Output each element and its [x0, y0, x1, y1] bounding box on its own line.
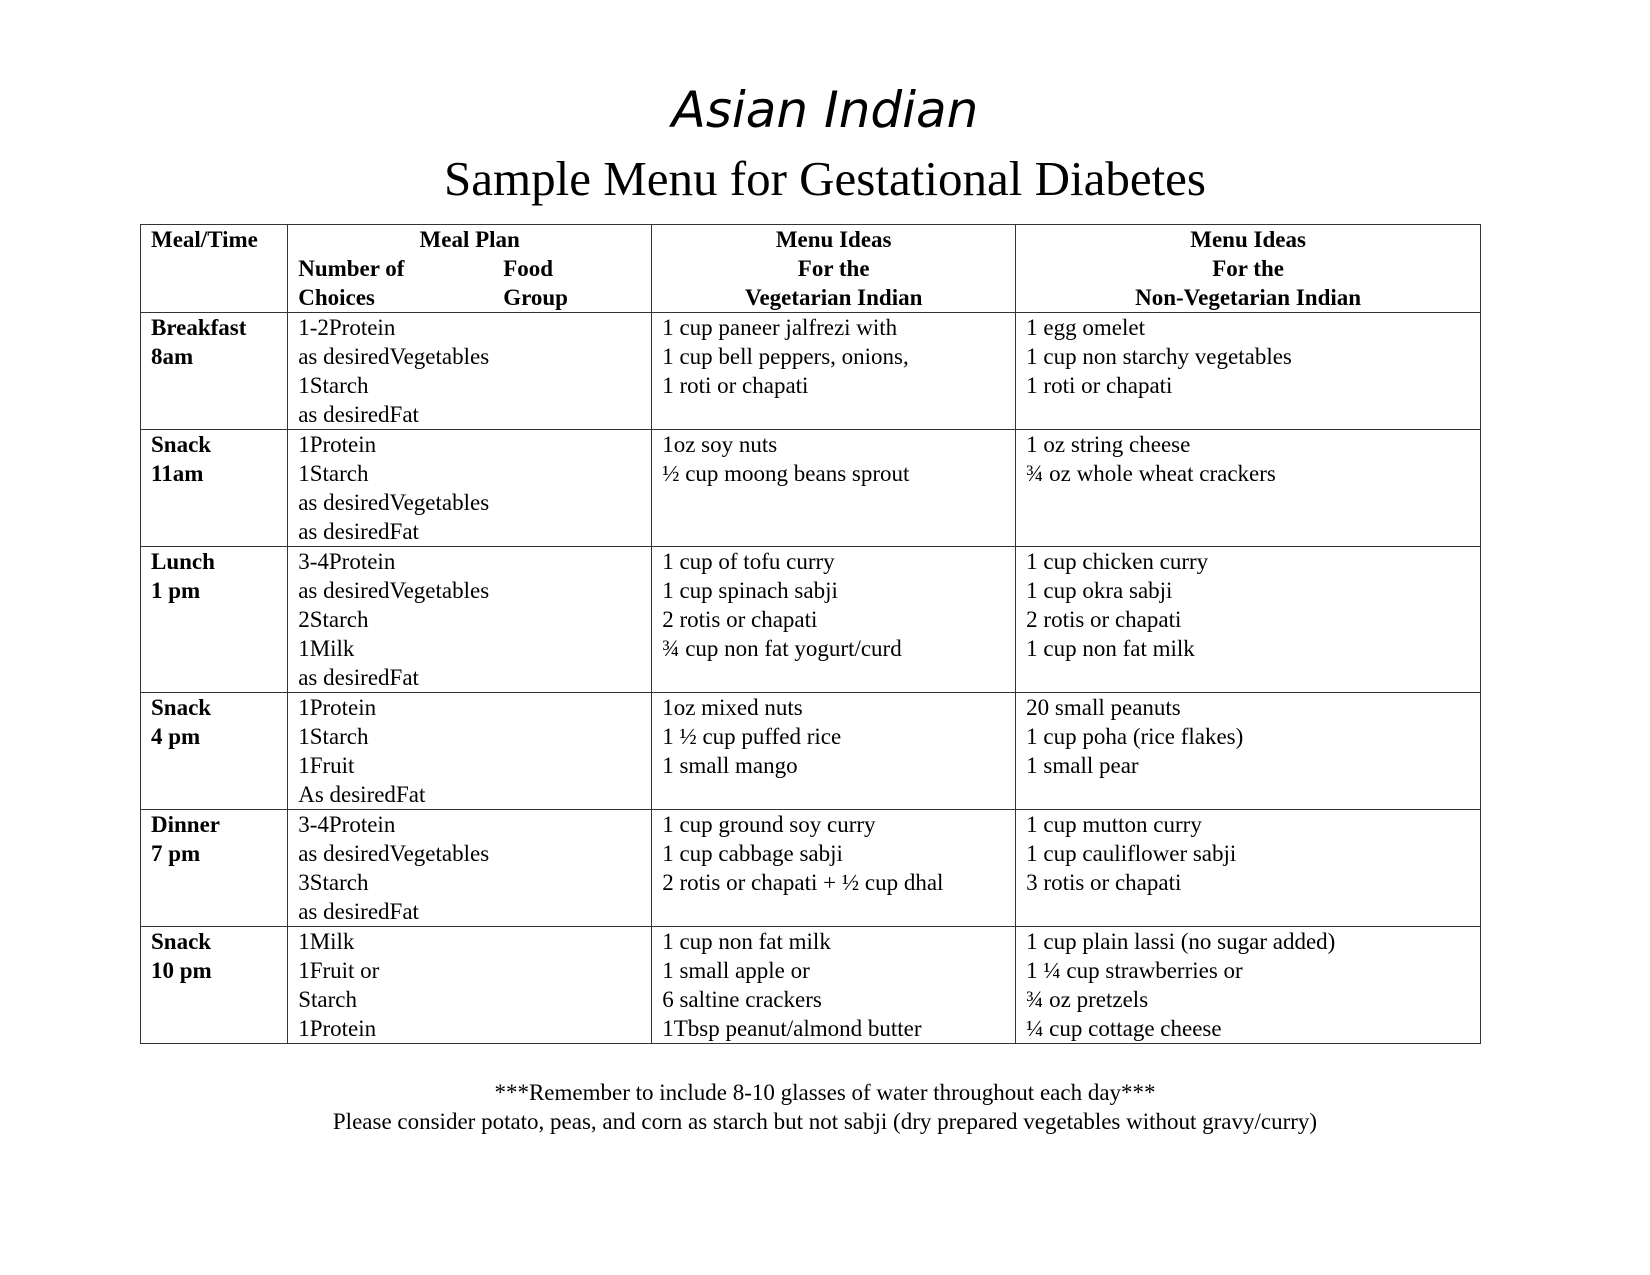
food-group: Protein [309, 1016, 377, 1041]
food-group: Protein [328, 812, 396, 837]
menu-idea: 1 cup ground soy curry [662, 812, 876, 837]
choice-count: 1 [298, 753, 310, 778]
menu-idea: 1 cup non starchy vegetables [1026, 344, 1292, 369]
menu-table [140, 224, 1481, 1044]
non-vegetarian-ideas-cell [1016, 430, 1481, 547]
menu-idea: 1 small pear [1026, 753, 1139, 778]
meal-plan-item [298, 459, 641, 488]
meal-time-cell [141, 430, 288, 547]
table-row [141, 693, 1481, 810]
meal-name: Dinner [151, 812, 220, 837]
choice-count: 1-2 [298, 315, 329, 340]
menu-idea: 1 cup mutton curry [1026, 812, 1202, 837]
choice-count: as desired [298, 665, 390, 690]
food-group: Fat [389, 519, 419, 544]
header-food: Food [503, 256, 554, 281]
meal-plan-item [298, 693, 641, 722]
meal-plan-item [298, 751, 641, 780]
menu-idea: 1oz mixed nuts [662, 695, 803, 720]
meal-plan-item [298, 1014, 641, 1043]
meal-plan-cell [288, 547, 652, 693]
meal-plan-item [298, 985, 641, 1014]
food-group: Fruit or [309, 958, 380, 983]
choice-count: as desired [298, 841, 390, 866]
vegetarian-ideas-cell [652, 810, 1016, 927]
menu-idea: 1 small apple or [662, 958, 810, 983]
choice-count: 1 [298, 1016, 310, 1041]
table-row [141, 313, 1481, 430]
meal-plan-cell [288, 430, 652, 547]
menu-idea: 1 ½ cup puffed rice [662, 724, 842, 749]
menu-idea: ¾ oz whole wheat crackers [1026, 461, 1276, 486]
menu-idea: 1 cup plain lassi (no sugar added) [1026, 929, 1336, 954]
meal-time: 8am [151, 344, 194, 369]
meal-plan-item [298, 634, 641, 663]
vegetarian-ideas-cell [652, 430, 1016, 547]
meal-name: Breakfast [151, 315, 247, 340]
meal-time-cell [141, 547, 288, 693]
meal-plan-cell [288, 810, 652, 927]
menu-idea: ¾ oz pretzels [1026, 987, 1149, 1012]
food-group: Fat [395, 782, 426, 807]
meal-time: 10 pm [151, 958, 212, 983]
meal-plan-item [298, 897, 641, 926]
food-group: Starch [309, 870, 369, 895]
food-group: Protein [328, 315, 396, 340]
meal-time: 7 pm [151, 841, 201, 866]
menu-idea: 1 cup paneer jalfrezi with [662, 315, 898, 340]
food-group: Starch [298, 987, 357, 1012]
meal-name: Snack [151, 929, 212, 954]
choice-count: as desired [298, 402, 390, 427]
header-group: Group [503, 285, 568, 310]
food-group: Protein [309, 432, 377, 457]
menu-idea: 1 cup non fat milk [1026, 636, 1195, 661]
food-group: Fat [389, 402, 419, 427]
meal-plan-item [298, 371, 641, 400]
choice-count: as desired [298, 899, 390, 924]
meal-plan-item [298, 810, 641, 839]
food-group: Fat [389, 899, 419, 924]
menu-idea: 1 oz string cheese [1026, 432, 1191, 457]
meal-time-cell [141, 927, 288, 1044]
document-title: Asian Indian [671, 81, 979, 139]
header-meal-plan [288, 225, 652, 313]
non-vegetarian-ideas-cell [1016, 547, 1481, 693]
meal-plan-item [298, 400, 641, 429]
meal-plan-item [298, 839, 641, 868]
water-reminder: ***Remember to include 8-10 glasses of water throughout each day*** [494, 1080, 1156, 1105]
meal-plan-item [298, 313, 641, 342]
meal-plan-cell [288, 693, 652, 810]
meal-plan-item [298, 722, 641, 751]
menu-idea: 1 cup of tofu curry [662, 549, 835, 574]
meal-plan-item [298, 488, 641, 517]
choice-count: As desired [298, 782, 396, 807]
vegetarian-ideas-cell [652, 313, 1016, 430]
table-row [141, 810, 1481, 927]
food-group: Vegetables [389, 841, 490, 866]
choice-count: 3 [298, 870, 310, 895]
food-group: Protein [309, 695, 377, 720]
meal-time: 1 pm [151, 578, 201, 603]
menu-idea: ¾ cup non fat yogurt/curd [662, 636, 902, 661]
meal-time-cell [141, 313, 288, 430]
meal-plan-item [298, 517, 641, 546]
food-group: Protein [328, 549, 396, 574]
food-group: Milk [309, 929, 355, 954]
meal-plan-item [298, 576, 641, 605]
vegetarian-ideas-cell [652, 927, 1016, 1044]
menu-idea: 1 small mango [662, 753, 798, 778]
menu-idea: 2 rotis or chapati + ½ cup dhal [662, 870, 944, 895]
menu-idea: ¼ cup cottage cheese [1026, 1016, 1222, 1041]
food-group: Starch [309, 607, 369, 632]
meal-name: Snack [151, 432, 212, 457]
table-row [141, 547, 1481, 693]
meal-plan-item [298, 547, 641, 576]
choice-count: 1 [298, 432, 310, 457]
food-group: Vegetables [389, 344, 490, 369]
meal-plan-item [298, 663, 641, 692]
choice-count: as desired [298, 519, 390, 544]
meal-plan-cell [288, 927, 652, 1044]
starch-note: Please consider potato, peas, and corn as starch but not sabji (dry prepared vegetables without gravy/curry) [332, 1109, 1318, 1134]
non-vegetarian-ideas-cell [1016, 313, 1481, 430]
header-number-of: Number of [298, 256, 405, 281]
menu-idea: 1 cup non fat milk [662, 929, 831, 954]
non-vegetarian-ideas-cell [1016, 693, 1481, 810]
meal-time: 11am [151, 461, 204, 486]
header-choices: Choices [298, 285, 375, 310]
choice-count: 3-4 [298, 549, 329, 574]
header-non-vegetarian: Menu Ideas For the Non-Vegetarian Indian [1016, 225, 1481, 313]
menu-idea: 1 cup poha (rice flakes) [1026, 724, 1244, 749]
menu-idea: ½ cup moong beans sprout [662, 461, 910, 486]
non-vegetarian-ideas-cell [1016, 927, 1481, 1044]
food-group: Fat [389, 665, 419, 690]
menu-idea: 1 roti or chapati [1026, 373, 1173, 398]
menu-idea: 2 rotis or chapati [1026, 607, 1182, 632]
meal-time-cell [141, 810, 288, 927]
menu-idea: 1 cup spinach sabji [662, 578, 838, 603]
food-group: Vegetables [389, 490, 490, 515]
menu-idea: 1 roti or chapati [662, 373, 809, 398]
table-row [141, 430, 1481, 547]
choice-count: 1 [298, 461, 310, 486]
meal-time: 4 pm [151, 724, 201, 749]
non-vegetarian-ideas-cell [1016, 810, 1481, 927]
menu-idea: 6 saltine crackers [662, 987, 822, 1012]
menu-idea: 2 rotis or chapati [662, 607, 818, 632]
food-group: Starch [309, 373, 369, 398]
menu-idea: 1 ¼ cup strawberries or [1026, 958, 1243, 983]
meal-time-cell [141, 693, 288, 810]
header-vegetarian: Menu Ideas For the Vegetarian Indian [652, 225, 1016, 313]
menu-idea: 1 cup okra sabji [1026, 578, 1173, 603]
meal-plan-item [298, 780, 641, 809]
choice-count: 1 [298, 929, 310, 954]
menu-idea: 1Tbsp peanut/almond butter [662, 1016, 922, 1041]
choice-count: as desired [298, 578, 390, 603]
food-group: Starch [309, 724, 369, 749]
choice-count: as desired [298, 344, 390, 369]
menu-idea: 1 cup chicken curry [1026, 549, 1209, 574]
choice-count: 1 [298, 724, 310, 749]
meal-plan-item [298, 868, 641, 897]
meal-plan-item [298, 956, 641, 985]
choice-count: 2 [298, 607, 310, 632]
table-body [141, 313, 1481, 1044]
menu-idea: 1 egg omelet [1026, 315, 1145, 340]
food-group: Milk [309, 636, 355, 661]
choice-count: 3-4 [298, 812, 329, 837]
menu-idea: 1oz soy nuts [662, 432, 778, 457]
meal-name: Lunch [151, 549, 215, 574]
food-group: Starch [309, 461, 369, 486]
meal-plan-item [298, 605, 641, 634]
meal-plan-item [298, 927, 641, 956]
food-group: Vegetables [389, 578, 490, 603]
header-meal-plan-title: Meal Plan [419, 227, 520, 252]
meal-name: Snack [151, 695, 212, 720]
vegetarian-ideas-cell [652, 693, 1016, 810]
choice-count: 1 [298, 695, 310, 720]
choice-count: 1 [298, 373, 310, 398]
document-subtitle: Sample Menu for Gestational Diabetes [443, 151, 1206, 206]
choice-count: 1 [298, 636, 310, 661]
menu-idea: 1 cup cabbage sabji [662, 841, 843, 866]
meal-plan-item [298, 430, 641, 459]
vegetarian-ideas-cell [652, 547, 1016, 693]
meal-plan-cell [288, 313, 652, 430]
menu-idea: 20 small peanuts [1026, 695, 1181, 720]
choice-count: 1 [298, 958, 310, 983]
menu-idea: 1 cup cauliflower sabji [1026, 841, 1237, 866]
choice-count: as desired [298, 490, 390, 515]
food-group: Fruit [309, 753, 355, 778]
menu-idea: 3 rotis or chapati [1026, 870, 1182, 895]
table-header [141, 225, 1481, 313]
table-row [141, 927, 1481, 1044]
header-meal-time: Meal/Time [141, 225, 288, 313]
meal-plan-item [298, 342, 641, 371]
menu-idea: 1 cup bell peppers, onions, [662, 344, 909, 369]
